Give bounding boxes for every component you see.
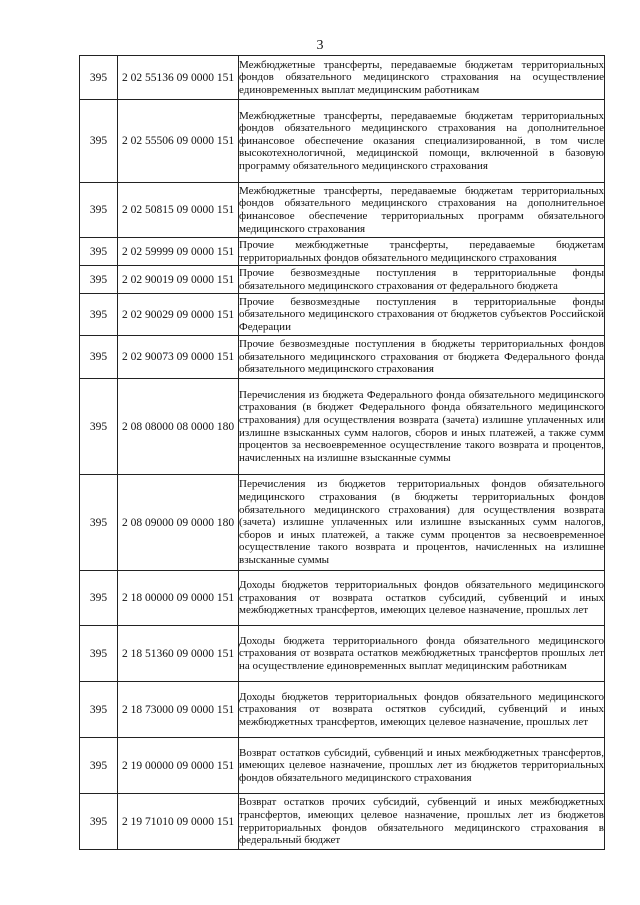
- budget-code-cell: 2 02 59999 09 0000 151: [118, 238, 239, 266]
- table-row: [80, 682, 605, 738]
- admin-code-cell: 395: [80, 56, 118, 100]
- budget-code-cell: 2 02 55506 09 0000 151: [118, 100, 239, 183]
- description-cell: Межбюджетные трансферты, передаваемые бюджетам территориальных фондов обязательного медицинского страхования на дополнительное финансовое обеспечение оказания специализированной, в том числе высокотехнологичной, медицинской помощи, включенной в базовую программу обязательного медицинского страхования: [239, 100, 605, 183]
- admin-code-cell: 395: [80, 571, 118, 626]
- table-row: [80, 379, 605, 475]
- description-cell: Межбюджетные трансферты, передаваемые бюджетам территориальных фондов обязательного медицинского страхования на осуществление единовременных выплат медицинским работникам: [239, 56, 605, 100]
- table-row: [80, 738, 605, 794]
- admin-code-cell: 395: [80, 738, 118, 794]
- description-cell: Прочие безвозмездные поступления в территориальные фонды обязательного медицинского страхования от федерального бюджета: [239, 266, 604, 292]
- budget-code-cell: 2 02 55136 09 0000 151: [118, 56, 239, 100]
- description-cell: Межбюджетные трансферты, передаваемые бюджетам территориальных фондов обязательного медицинского страхования на дополнительное финансовое обеспечение территориальных программ обязательного медицинского страхования: [239, 183, 605, 238]
- budget-code-cell: 2 19 00000 09 0000 151: [118, 738, 239, 794]
- budget-code-cell: 2 08 08000 08 0000 180: [118, 379, 239, 475]
- revenue-codes-table: [79, 55, 605, 850]
- table-row: [80, 56, 605, 100]
- table-row: [80, 238, 605, 266]
- admin-code-cell: 395: [80, 379, 118, 475]
- description-cell: Перечисления из бюджетов территориальных фондов обязательного медицинского страхования (в бюджеты территориальных фондов обязательного медицинского страхования) для осуществления возврата (зачета) излишне уплаченных или излишне взысканных сумм налогов, сборов и иных платежей, а также сумм процентов за несвоевременное осуществление такого возврата и процентов, начисленных на излишне взысканные суммы: [239, 475, 605, 571]
- description-cell: Прочие безвозмездные поступления в территориальные фонды обязательного медицинского страхования от бюджетов субъектов Российской Федерации: [239, 294, 605, 336]
- description-cell: Возврат остатков прочих субсидий, субвенций и иных межбюджетных трансфертов, имеющих целевое назначение, прошлых лет из бюджетов территориальных фондов обязательного медицинского страхования в федеральный бюджет: [239, 794, 605, 850]
- description-cell: Доходы бюджетов территориальных фондов обязательного медицинского страхования от возврата остатков субсидий, субвенций и иных межбюджетных трансфертов, имеющих целевое назначение, прошлых лет: [239, 571, 605, 626]
- table-row: [80, 475, 605, 571]
- budget-code-cell: 2 02 90029 09 0000 151: [118, 294, 239, 336]
- description-cell: Прочие безвозмездные поступления в бюджеты территориальных фондов обязательного медицинского страхования от бюджета Федерального фонда обязательного медицинского страхования: [239, 336, 605, 379]
- admin-code-cell: 395: [80, 794, 118, 850]
- table-row: [80, 294, 605, 336]
- table-row: [80, 266, 605, 294]
- budget-code-cell: 2 02 50815 09 0000 151: [118, 183, 239, 238]
- budget-code-cell: 2 18 73000 09 0000 151: [118, 682, 239, 738]
- table-row: [80, 336, 605, 379]
- table-row: [80, 626, 605, 682]
- table-row: [80, 100, 605, 183]
- admin-code-cell: 395: [80, 183, 118, 238]
- budget-code-cell: 2 18 51360 09 0000 151: [118, 626, 239, 682]
- description-cell: Доходы бюджета территориального фонда обязательного медицинского страхования от возврата остатков межбюджетных трансфертов прошлых лет на осуществление единовременных выплат медицинским работникам: [239, 626, 605, 682]
- budget-code-cell: 2 02 90019 09 0000 151: [118, 266, 239, 294]
- admin-code-cell: 395: [80, 336, 118, 379]
- description-cell: Перечисления из бюджета Федерального фонда обязательного медицинского страхования (в бюджет Федерального фонда обязательного медицинского страхования) для осуществления возврата (зачета) излишне уплаченных или излишне взысканных сумм налогов, сборов и иных платежей, а также сумм процентов за несвоевременное осуществление такого возврата и процентов, начисленных на излишне взысканные суммы: [239, 379, 605, 475]
- budget-code-cell: 2 19 71010 09 0000 151: [118, 794, 239, 850]
- budget-code-cell: 2 08 09000 09 0000 180: [118, 475, 239, 571]
- table-row: [80, 571, 605, 626]
- admin-code-cell: 395: [80, 626, 118, 682]
- table-row: [80, 183, 605, 238]
- admin-code-cell: 395: [80, 238, 118, 266]
- admin-code-cell: 395: [80, 294, 118, 336]
- page-number: 3: [316, 38, 324, 53]
- description-cell: Возврат остатков субсидий, субвенций и иных межбюджетных трансфертов, имеющих целевое назначение, прошлых лет из бюджетов территориальных фондов обязательного медицинского страхования: [239, 738, 605, 794]
- admin-code-cell: 395: [80, 266, 118, 294]
- table-row: [80, 794, 605, 850]
- admin-code-cell: 395: [80, 682, 118, 738]
- budget-code-cell: 2 02 90073 09 0000 151: [118, 336, 239, 379]
- description-cell: Прочие межбюджетные трансферты, передаваемые бюджетам территориальных фондов обязательного медицинского страхования: [239, 238, 604, 264]
- description-cell: Доходы бюджетов территориальных фондов обязательного медицинского страхования от возврата остятков субсидий, субвенций и иных межбюджетных трансфертов, имеющих целевое назначение, прошлых лет: [239, 682, 605, 738]
- budget-code-cell: 2 18 00000 09 0000 151: [118, 571, 239, 626]
- admin-code-cell: 395: [80, 100, 118, 183]
- admin-code-cell: 395: [80, 475, 118, 571]
